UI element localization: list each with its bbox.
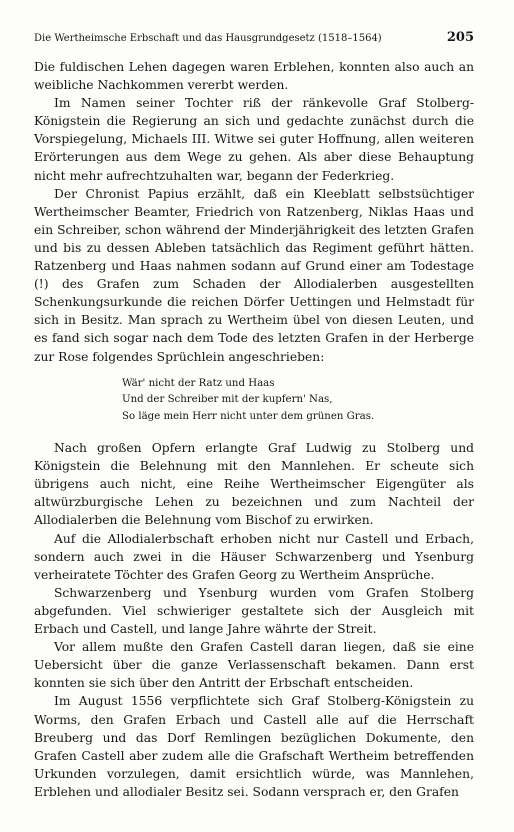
verse-line: Und der Schreiber mit der kupfern' Nas, (122, 394, 333, 406)
verse-line: Wär' nicht der Ratz und Haas (122, 377, 275, 389)
paragraph: Der Chronist Papius erzählt, daß ein Kleeblatt selbstsüchtiger Wertheimscher Beamter, Friedrich von Ratzenberg, Niklas Haas und ein Schreiber, schon während der Minderjährigkeit des letzten Grafen und bis zu dessen Ableben tatsächlich das Regiment geführt hätten. Ratzenberg und Haas nahmen sodann auf Grund einer am Todestage (!) des Grafen zum Schaden der Allodialerben ausgestellten Schenkungsurkunde die reichen Dörfer Uettingen und Helmstadt für sich in Besitz. Man sprach zu Wertheim übel von diesen Leuten, und es fand sich sogar nach dem Tode des letzten Grafen in der Herberge zur Rose folgendes Sprüchlein angeschrieben: (34, 186, 474, 364)
verse-block (122, 376, 474, 426)
body-text (34, 58, 474, 801)
verse-line: So läge mein Herr nicht unter dem grünen Gras. (122, 410, 375, 422)
paragraph: Schwarzenberg und Ysenburg wurden vom Grafen Stolberg abgefunden. Viel schwieriger gestaltete sich der Ausgleich mit Erbach und Castell, und lange Jahre währte der Streit. (34, 585, 474, 637)
paragraph: Auf die Allodialerbschaft erhoben nicht nur Castell und Erbach, sondern auch zwei in die Häuser Schwarzenberg und Ysenburg verheiratete Töchter des Grafen Georg zu Wertheim Ansprüche. (34, 531, 474, 582)
page-header (34, 32, 474, 48)
paragraph: Vor allem mußte den Grafen Castell daran liegen, daß sie eine Uebersicht über die ganze Verlassenschaft bekamen. Dann erst konnten sie sich über den Antritt der Erbschaft entscheiden. (34, 640, 474, 691)
paragraph: Nach großen Opfern erlangte Graf Ludwig zu Stolberg und Königstein die Belehnung mit den Mannlehen. Er scheute sich übrigens auch nicht, eine Reihe Wertheimscher Eigengüter als altwürzburgische Lehen zu bezeichnen und zum Nachteil der Allodialerben die Belehnung vom Bischof zu erwirken. (34, 441, 474, 528)
page-number: 205 (446, 30, 474, 45)
paragraph: Die fuldischen Lehen dagegen waren Erblehen, konnten also auch an weibliche Nachkommen vererbt werden. (34, 60, 474, 93)
paragraph: Im August 1556 verpflichtete sich Graf Stolberg-Königstein zu Worms, den Grafen Erbach und Castell alle auf die Herrschaft Breuberg und das Dorf Remlingen bezüglichen Dokumente, den Grafen Castell aber zudem alle die Grafschaft Wertheim betreffenden Urkunden vorzulegen, damit ersichtlich würde, was Mannlehen, Erblehen und allodialer Besitz sei. Sodann versprach er, den Grafen (34, 694, 474, 799)
paragraph: Im Namen seiner Tochter riß der ränkevolle Graf Stolberg-Königstein die Regierung an sich und gedachte zunächst durch die Vorspiegelung, Michaels III. Witwe sei guter Hoffnung, allen weiteren Erörterungen aus dem Wege zu gehen. Als aber diese Behauptung nicht mehr aufrechtzuhalten war, begann der Federkrieg. (34, 96, 474, 183)
running-head: Die Wertheimsche Erbschaft und das Hausgrundgesetz (1518–1564) (34, 33, 382, 44)
